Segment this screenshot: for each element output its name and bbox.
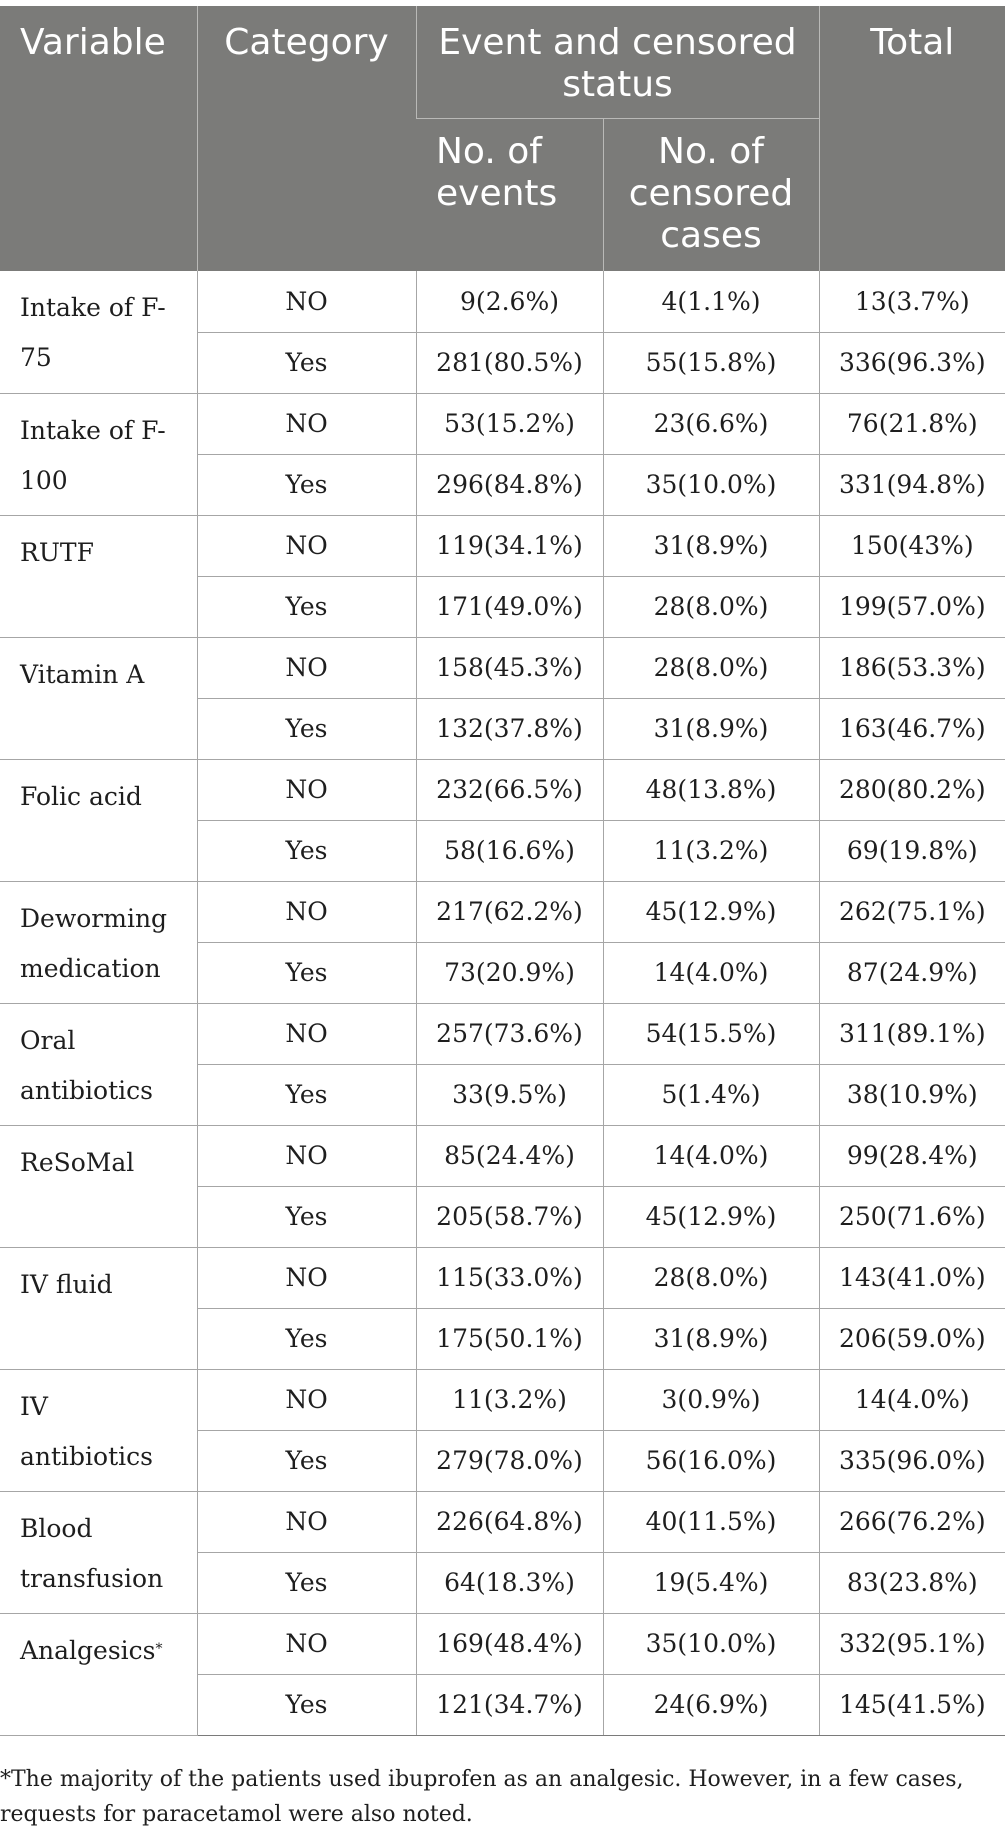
events-cell: 281(80.5%) — [416, 332, 603, 393]
censored-cell: 54(15.5%) — [603, 1003, 819, 1064]
category-cell: Yes — [197, 1674, 416, 1735]
events-cell: 85(24.4%) — [416, 1125, 603, 1186]
censored-cell: 3(0.9%) — [603, 1369, 819, 1430]
variable-cell — [0, 881, 197, 1003]
category-cell: Yes — [197, 1430, 416, 1491]
category-cell: NO — [197, 637, 416, 698]
events-cell: 257(73.6%) — [416, 1003, 603, 1064]
table-header — [0, 6, 1005, 271]
table-row — [0, 1247, 1005, 1308]
variable-cell — [0, 637, 197, 759]
table-body — [0, 271, 1005, 1735]
variable-cell — [0, 1491, 197, 1613]
header-category: Category — [197, 6, 416, 271]
header-event-group: Event and censored status — [416, 6, 819, 118]
category-cell: NO — [197, 515, 416, 576]
variable-cell — [0, 1125, 197, 1247]
category-cell: Yes — [197, 1552, 416, 1613]
table-row — [0, 1369, 1005, 1430]
table-row — [0, 393, 1005, 454]
events-cell: 115(33.0%) — [416, 1247, 603, 1308]
category-cell: Yes — [197, 1186, 416, 1247]
header-total: Total — [819, 6, 1005, 118]
censored-cell: 5(1.4%) — [603, 1064, 819, 1125]
censored-cell: 24(6.9%) — [603, 1674, 819, 1735]
total-cell: 83(23.8%) — [819, 1552, 1005, 1613]
category-cell: NO — [197, 1003, 416, 1064]
events-cell: 9(2.6%) — [416, 271, 603, 332]
total-cell: 206(59.0%) — [819, 1308, 1005, 1369]
censored-cell: 19(5.4%) — [603, 1552, 819, 1613]
category-cell: Yes — [197, 698, 416, 759]
events-cell: 217(62.2%) — [416, 881, 603, 942]
variable-label: Oral antibiotics — [20, 1025, 153, 1105]
variable-label: RUTF — [20, 537, 94, 567]
variable-cell — [0, 393, 197, 515]
events-cell: 121(34.7%) — [416, 1674, 603, 1735]
variable-cell — [0, 759, 197, 881]
events-cell: 205(58.7%) — [416, 1186, 603, 1247]
censored-cell: 23(6.6%) — [603, 393, 819, 454]
total-cell: 266(76.2%) — [819, 1491, 1005, 1552]
category-cell: Yes — [197, 332, 416, 393]
total-cell: 336(96.3%) — [819, 332, 1005, 393]
variable-cell — [0, 271, 197, 393]
category-cell: NO — [197, 1491, 416, 1552]
events-cell: 169(48.4%) — [416, 1613, 603, 1674]
header-events: No. of events — [416, 118, 603, 271]
category-cell: Yes — [197, 942, 416, 1003]
censored-cell: 55(15.8%) — [603, 332, 819, 393]
total-cell: 145(41.5%) — [819, 1674, 1005, 1735]
category-cell: NO — [197, 1247, 416, 1308]
variable-label: Intake of F-75 — [20, 293, 166, 372]
variable-cell — [0, 1247, 197, 1369]
censored-cell: 56(16.0%) — [603, 1430, 819, 1491]
category-cell: Yes — [197, 1308, 416, 1369]
total-cell: 311(89.1%) — [819, 1003, 1005, 1064]
events-cell: 296(84.8%) — [416, 454, 603, 515]
censored-cell: 14(4.0%) — [603, 942, 819, 1003]
variable-label: IV antibiotics — [20, 1391, 153, 1471]
censored-cell: 35(10.0%) — [603, 1613, 819, 1674]
table-row — [0, 1003, 1005, 1064]
category-cell: NO — [197, 1125, 416, 1186]
variable-cell — [0, 1369, 197, 1491]
censored-cell: 35(10.0%) — [603, 454, 819, 515]
total-cell: 38(10.9%) — [819, 1064, 1005, 1125]
censored-cell: 45(12.9%) — [603, 881, 819, 942]
total-cell: 14(4.0%) — [819, 1369, 1005, 1430]
variable-cell — [0, 1613, 197, 1735]
events-cell: 171(49.0%) — [416, 576, 603, 637]
table-row — [0, 1491, 1005, 1552]
total-cell: 250(71.6%) — [819, 1186, 1005, 1247]
data-table — [0, 6, 1005, 1736]
category-cell: Yes — [197, 1064, 416, 1125]
total-cell: 163(46.7%) — [819, 698, 1005, 759]
category-cell: NO — [197, 759, 416, 820]
censored-cell: 45(12.9%) — [603, 1186, 819, 1247]
censored-cell: 31(8.9%) — [603, 698, 819, 759]
censored-cell: 48(13.8%) — [603, 759, 819, 820]
variable-label: Deworming medication — [20, 903, 168, 983]
events-cell: 53(15.2%) — [416, 393, 603, 454]
total-cell: 199(57.0%) — [819, 576, 1005, 637]
events-cell: 132(37.8%) — [416, 698, 603, 759]
total-cell: 13(3.7%) — [819, 271, 1005, 332]
events-cell: 33(9.5%) — [416, 1064, 603, 1125]
events-cell: 11(3.2%) — [416, 1369, 603, 1430]
table-row — [0, 759, 1005, 820]
censored-cell: 28(8.0%) — [603, 1247, 819, 1308]
variable-label: Intake of F-100 — [20, 415, 166, 495]
censored-cell: 31(8.9%) — [603, 1308, 819, 1369]
table-row — [0, 515, 1005, 576]
total-cell: 69(19.8%) — [819, 820, 1005, 881]
header-total-blank — [819, 118, 1005, 271]
censored-cell: 4(1.1%) — [603, 271, 819, 332]
censored-cell: 14(4.0%) — [603, 1125, 819, 1186]
events-cell: 279(78.0%) — [416, 1430, 603, 1491]
category-cell: NO — [197, 1613, 416, 1674]
total-cell: 143(41.0%) — [819, 1247, 1005, 1308]
events-cell: 73(20.9%) — [416, 942, 603, 1003]
censored-cell: 28(8.0%) — [603, 637, 819, 698]
events-cell: 58(16.6%) — [416, 820, 603, 881]
censored-cell: 11(3.2%) — [603, 820, 819, 881]
total-cell: 262(75.1%) — [819, 881, 1005, 942]
total-cell: 150(43%) — [819, 515, 1005, 576]
censored-cell: 40(11.5%) — [603, 1491, 819, 1552]
total-cell: 99(28.4%) — [819, 1125, 1005, 1186]
variable-label: Analgesics — [20, 1635, 156, 1665]
variable-cell — [0, 1003, 197, 1125]
variable-label: Vitamin A — [20, 659, 145, 689]
variable-label: ReSoMal — [20, 1147, 135, 1177]
category-cell: Yes — [197, 454, 416, 515]
header-variable: Variable — [0, 6, 197, 271]
events-cell: 158(45.3%) — [416, 637, 603, 698]
events-cell: 119(34.1%) — [416, 515, 603, 576]
category-cell: NO — [197, 393, 416, 454]
category-cell: NO — [197, 271, 416, 332]
total-cell: 331(94.8%) — [819, 454, 1005, 515]
variable-cell — [0, 515, 197, 637]
total-cell: 335(96.0%) — [819, 1430, 1005, 1491]
table-row — [0, 1125, 1005, 1186]
category-cell: Yes — [197, 820, 416, 881]
footnote-marker: * — [155, 1640, 163, 1657]
category-cell: NO — [197, 1369, 416, 1430]
censored-cell: 31(8.9%) — [603, 515, 819, 576]
events-cell: 64(18.3%) — [416, 1552, 603, 1613]
variable-label: Blood transfusion — [20, 1513, 164, 1593]
total-cell: 186(53.3%) — [819, 637, 1005, 698]
variable-label: Folic acid — [20, 781, 142, 811]
category-cell: NO — [197, 881, 416, 942]
total-cell: 280(80.2%) — [819, 759, 1005, 820]
header-censored: No. of censored cases — [603, 118, 819, 271]
footnote: *The majority of the patients used ibuprofen as an analgesic. However, in a few cases, requests for paracetamol were also noted. — [0, 1767, 964, 1827]
table-row — [0, 637, 1005, 698]
events-cell: 175(50.1%) — [416, 1308, 603, 1369]
table-row — [0, 1613, 1005, 1674]
censored-cell: 28(8.0%) — [603, 576, 819, 637]
table-row — [0, 271, 1005, 332]
category-cell: Yes — [197, 576, 416, 637]
events-cell: 226(64.8%) — [416, 1491, 603, 1552]
total-cell: 76(21.8%) — [819, 393, 1005, 454]
total-cell: 332(95.1%) — [819, 1613, 1005, 1674]
total-cell: 87(24.9%) — [819, 942, 1005, 1003]
table-row — [0, 881, 1005, 942]
events-cell: 232(66.5%) — [416, 759, 603, 820]
variable-label: IV fluid — [20, 1269, 113, 1299]
